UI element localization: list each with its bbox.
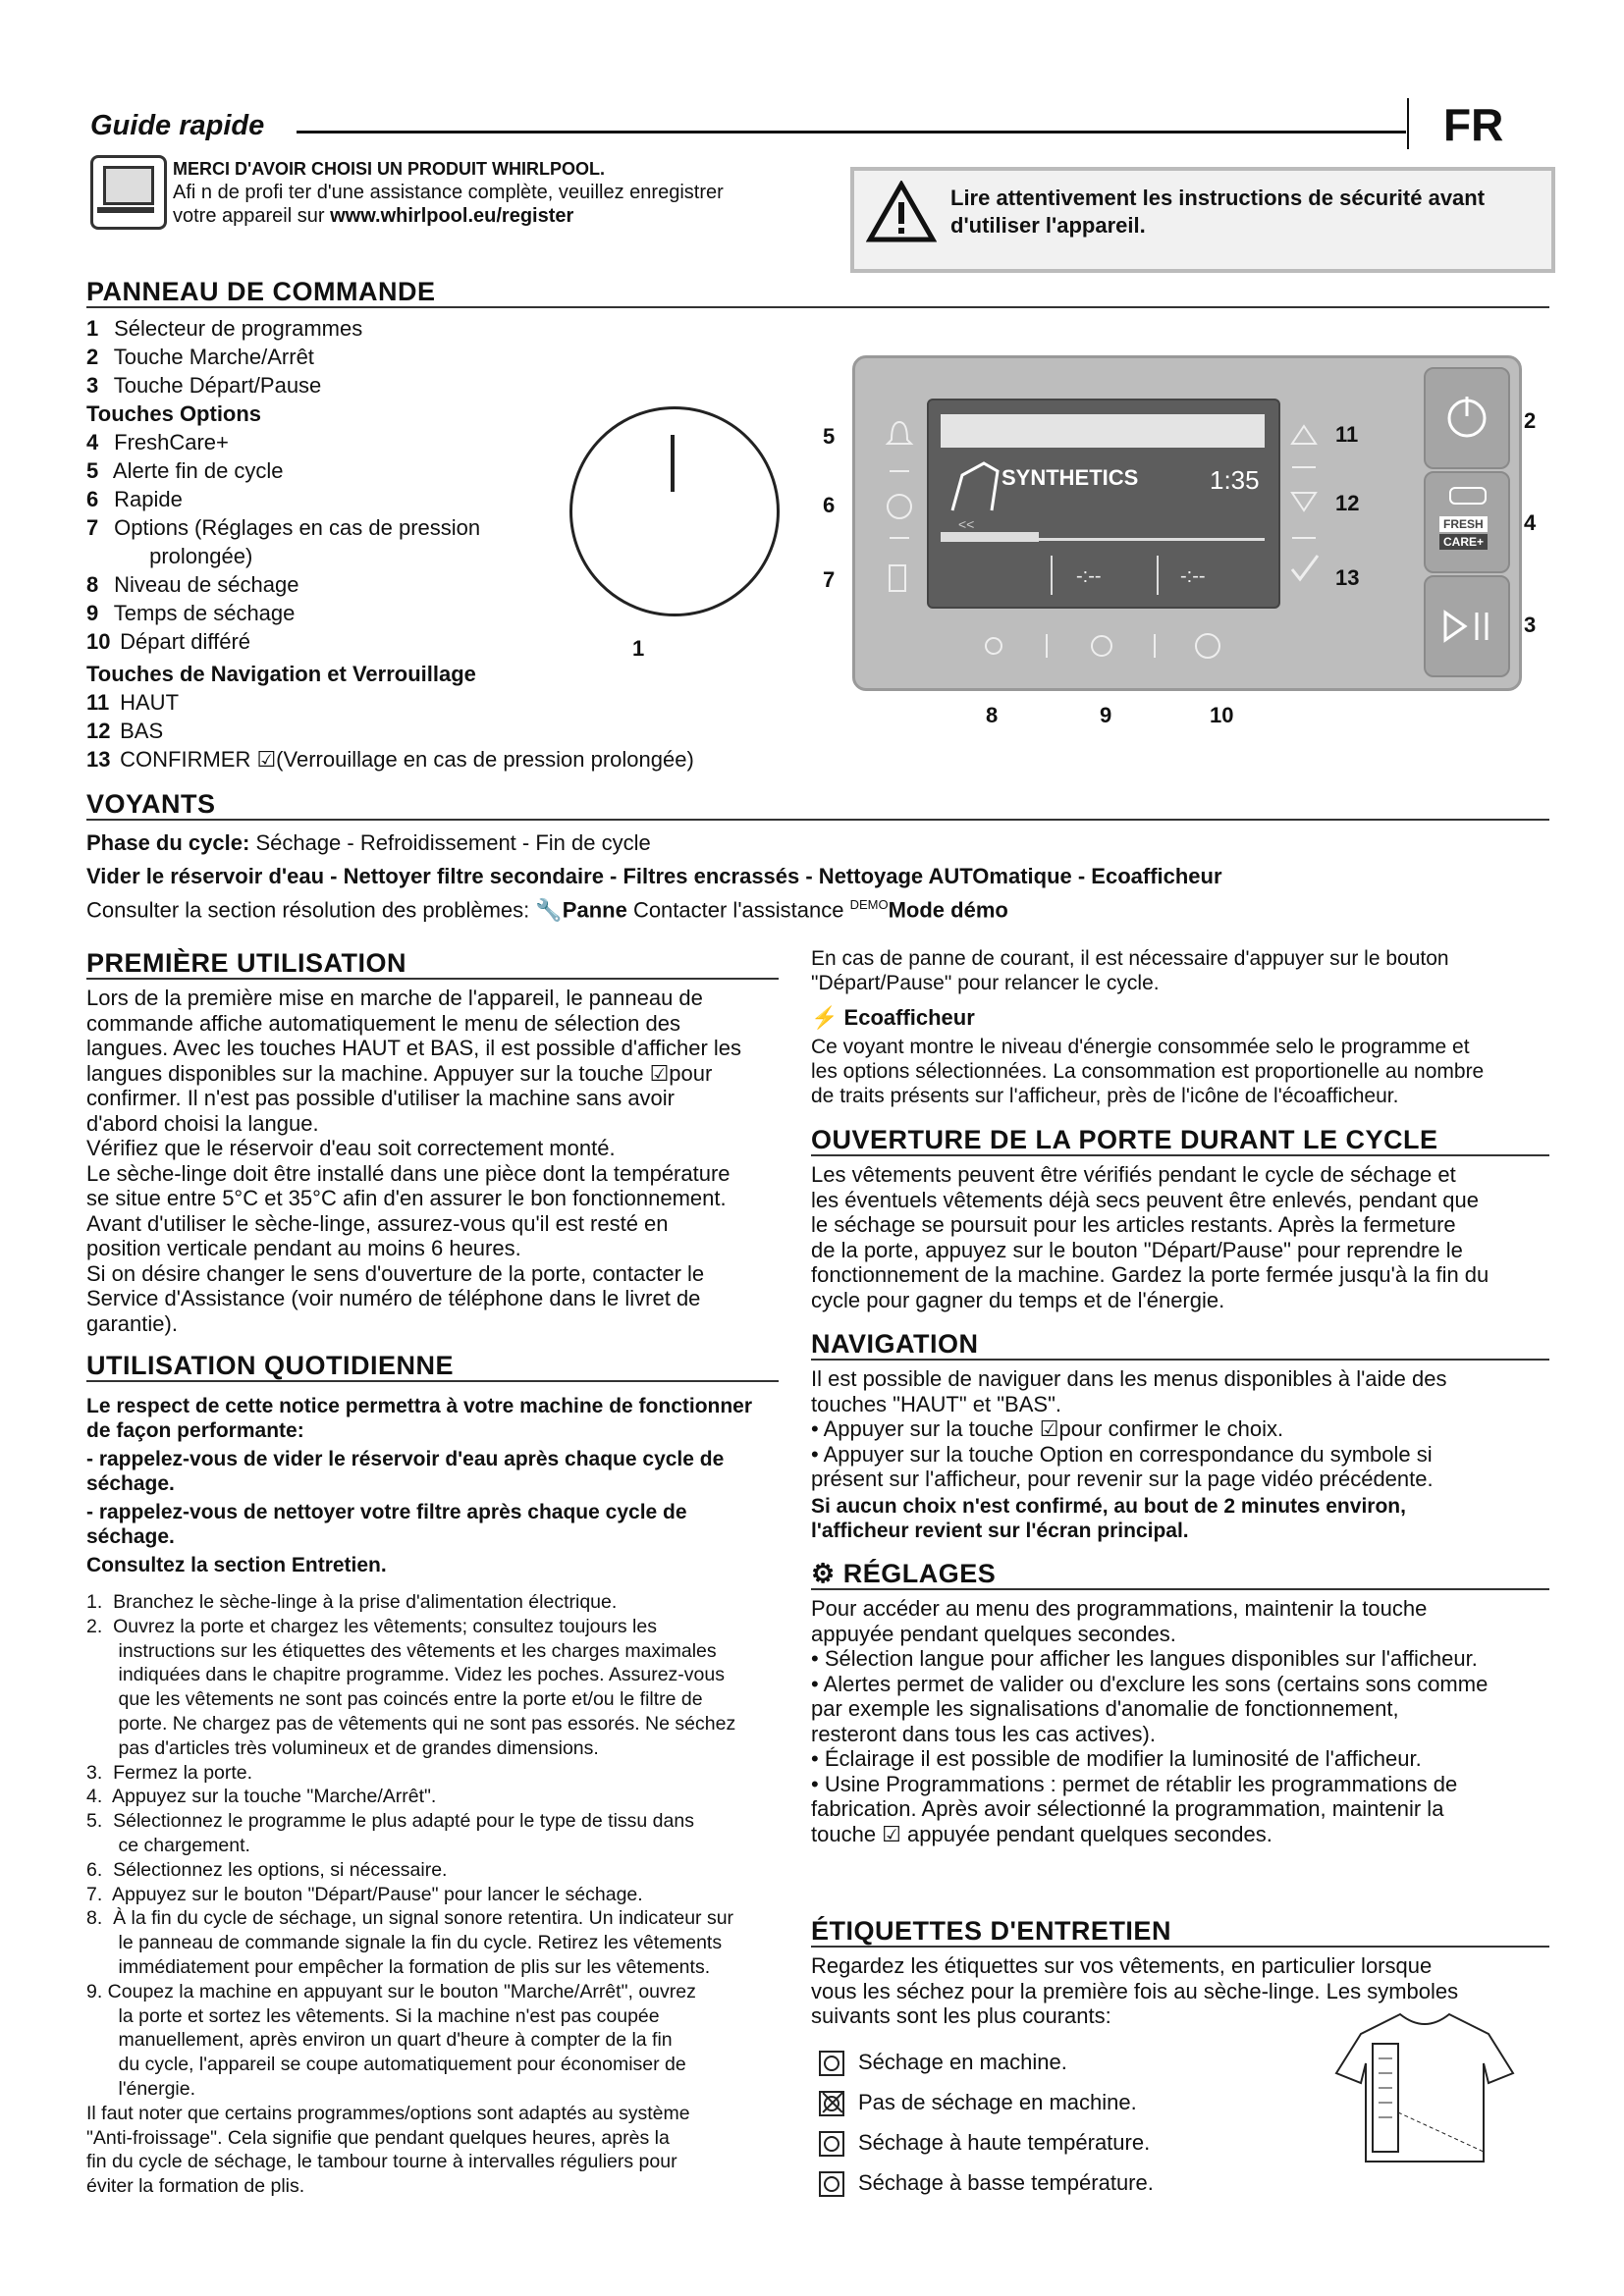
freshcare-label2: CARE+ xyxy=(1439,534,1488,550)
label-8: 8 xyxy=(986,703,999,727)
item-number: 13 xyxy=(86,747,111,772)
tumble-dry-icon xyxy=(819,2051,844,2076)
quotidienne-bold4: Consultez la section Entretien. xyxy=(86,1554,387,1576)
reglages-rule xyxy=(811,1588,1549,1590)
program-selector-knob[interactable] xyxy=(569,406,780,616)
text-line: Il faut noter que certains programmes/options sont adaptés au système xyxy=(86,2102,690,2124)
quotidienne-bold2: - rappelez-vous de vider le réservoir d'eau après chaque cycle de séchage. xyxy=(86,1448,725,1495)
item-text: Touche Marche/Arrêt xyxy=(113,345,314,369)
text-line: 5. Sélectionnez le programme le plus adapté pour le type de tissu dans xyxy=(86,1810,694,1833)
assistance-text: Contacter l'assistance xyxy=(632,897,844,923)
panneau-rule xyxy=(86,306,1549,308)
text-line: de la porte, appuyez sur le bouton "Départ/Pause" pour reprendre le xyxy=(811,1237,1463,1262)
care-text: Séchage à basse température. xyxy=(858,2170,1154,2195)
text-line: les éventuels vêtements déjà secs peuvent être enlevés, pendant que xyxy=(811,1187,1480,1212)
text-line: que les vêtements ne sont pas coincés entre la porte et/ou le filtre de xyxy=(86,1688,703,1711)
display-program: SYNTHETICS xyxy=(1001,465,1139,490)
care-text: Séchage en machine. xyxy=(858,2050,1067,2074)
text-line: fabrication. Après avoir sélectionné la programmation, maintenir la xyxy=(811,1796,1444,1821)
header-title: Guide rapide xyxy=(90,110,265,141)
care-text: Séchage à haute température. xyxy=(858,2130,1151,2155)
eco-heading xyxy=(811,1005,975,1031)
text-line: l'énergie. xyxy=(86,2077,196,2100)
item-text: Touche Départ/Pause xyxy=(113,373,322,398)
text-line: Lors de la première mise en marche de l'appareil, le panneau de xyxy=(86,986,703,1010)
text-line: • Appuyer sur la touche Option en correspondance du symbole si xyxy=(811,1441,1433,1467)
eco-body xyxy=(811,1035,1557,1108)
text-line: resteront dans tous les cas actives). xyxy=(811,1721,1156,1746)
text-line: par exemple les signalisations d'anomalie de fonctionnement, xyxy=(811,1696,1399,1721)
text-line: • Éclairage il est possible de modifier la luminosité de l'afficheur. xyxy=(811,1746,1422,1771)
display-dash1: -:-- xyxy=(1076,565,1102,587)
porte-rule xyxy=(811,1154,1549,1156)
text-line: le panneau de commande signale la fin du cycle. Retirez les vêtements xyxy=(86,1932,723,1954)
bottom-option-icons[interactable] xyxy=(972,626,1237,666)
item-text: Rapide xyxy=(114,487,183,511)
voyants-rule xyxy=(86,819,1549,821)
text-line: • Sélection langue pour afficher les langues disponibles sur l'afficheur. xyxy=(811,1646,1478,1671)
text-line: pas d'articles très volumineux et de grandes dimensions. xyxy=(86,1736,599,1759)
list-item xyxy=(86,371,774,400)
item-number: 12 xyxy=(86,719,111,743)
trouble-prefix: Consulter la section résolution des problèmes: xyxy=(86,897,530,923)
thanks-text: MERCI D'AVOIR CHOISI UN PRODUIT WHIRLPOOL. xyxy=(173,159,605,179)
demo-tag: DEMO xyxy=(849,897,889,912)
care-item xyxy=(819,2163,1154,2203)
navigation-bold: Si aucun choix n'est confirmé, au bout de 2 minutes environ, l'afficheur revient sur l'écran principal. xyxy=(811,1495,1406,1542)
warning-icon xyxy=(866,181,937,243)
item-number: 4 xyxy=(86,430,99,454)
text-line: manuellement, après environ un quart d'heure à compter de la fin xyxy=(86,2029,673,2052)
display-dash2: -:-- xyxy=(1180,565,1206,587)
label-13: 13 xyxy=(1335,565,1360,590)
label-11: 11 xyxy=(1335,422,1359,447)
safety-warning-text: Lire attentivement les instructions de sécurité avant d'utiliser l'appareil. xyxy=(950,186,1486,238)
item-number: 3 xyxy=(86,373,99,398)
text-line: 7. Appuyez sur le bouton "Départ/Pause" pour lancer le séchage. xyxy=(86,1883,643,1905)
text-line: touches "HAUT" et "BAS". xyxy=(811,1391,1061,1416)
item-number: 7 xyxy=(86,515,99,540)
item-text: Temps de séchage xyxy=(113,601,296,625)
panne-label: Panne xyxy=(562,897,627,923)
options-heading: Touches Options xyxy=(86,401,262,426)
navigation-rule xyxy=(811,1359,1549,1361)
label-5: 5 xyxy=(823,424,836,449)
item-number: 6 xyxy=(86,487,99,511)
eco-icon: ⚡ xyxy=(811,1005,839,1030)
text-line: ce chargement. xyxy=(86,1834,250,1856)
text-line: Avant d'utiliser le sèche-linge, assurez-vous qu'il est resté en xyxy=(86,1210,669,1236)
tshirt-label-illustration xyxy=(1322,2004,1528,2171)
item-text: Niveau de séchage xyxy=(114,572,299,597)
text-line: • Alertes permet de valider ou d'exclure les sons (certains sons comme xyxy=(811,1671,1489,1696)
premiere-title: PREMIÈRE UTILISATION xyxy=(86,948,407,978)
panneau-title: PANNEAU DE COMMANDE xyxy=(86,277,436,306)
demo-label: Mode démo xyxy=(888,897,1008,923)
item-number: 9 xyxy=(86,601,99,625)
reglages-title: RÉGLAGES xyxy=(842,1559,997,1588)
text-line: Service d'Assistance (voir numéro de téléphone dans le livret de xyxy=(86,1286,701,1310)
text-line: fonctionnement de la machine. Gardez la porte fermée jusqu'à la fin du xyxy=(811,1262,1489,1287)
quotidienne-bold xyxy=(86,1394,774,1577)
porte-title: OUVERTURE DE LA PORTE DURANT LE CYCLE xyxy=(811,1125,1438,1154)
porte-body xyxy=(811,1162,1557,1312)
voyants-title: VOYANTS xyxy=(86,789,216,819)
phase-items: Séchage - Refroidissement - Fin de cycle xyxy=(255,830,651,855)
list-item xyxy=(86,745,774,774)
text-line: confirmer. Il n'est pas possible d'utiliser la machine sans avoir xyxy=(86,1086,676,1110)
display-time: 1:35 xyxy=(1210,465,1260,495)
text-line: d'abord choisi la langue. xyxy=(86,1110,319,1136)
text-line: commande affiche automatiquement le menu de sélection des xyxy=(86,1010,680,1036)
label-10: 10 xyxy=(1210,703,1234,727)
text-line: langues. Avec les touches HAUT et BAS, il est possible d'afficher les xyxy=(86,1036,742,1060)
tshirt-icon xyxy=(945,457,1003,516)
text-line: 9. Coupez la machine en appuyant sur le bouton "Marche/Arrêt", ouvrez xyxy=(86,1980,696,2002)
text-line: fin du cycle de séchage, le tambour tourne à intervalles réguliers pour xyxy=(86,2151,677,2173)
text-line: position verticale pendant au moins 6 heures. xyxy=(86,1236,521,1260)
label-12: 12 xyxy=(1335,491,1360,515)
list-item xyxy=(86,343,774,371)
text-line: se situe entre 5°C et 35°C afin d'en assurer le bon fonctionnement. xyxy=(86,1186,727,1210)
item-number: 1 xyxy=(86,316,99,341)
quotidienne-steps xyxy=(86,1590,793,2199)
tumble-dry-low-icon xyxy=(819,2171,844,2197)
no-tumble-dry-icon xyxy=(819,2091,844,2116)
text-line: instructions sur les étiquettes des vêtements et les charges maximales xyxy=(86,1639,717,1662)
text-line: 6. Sélectionnez les options, si nécessaire. xyxy=(86,1858,448,1881)
nav-heading: Touches de Navigation et Verrouillage xyxy=(86,662,476,686)
navigation-title: NAVIGATION xyxy=(811,1329,979,1359)
text-line: appuyée pendant quelques secondes. xyxy=(811,1621,1176,1646)
text-line: Ce voyant montre le niveau d'énergie consommée selo le programme et xyxy=(811,1036,1470,1058)
list-item xyxy=(86,717,774,745)
label-3: 3 xyxy=(1524,613,1537,637)
trouble-line xyxy=(86,897,1008,923)
label-7: 7 xyxy=(823,567,836,592)
text-line: En cas de panne de courant, il est nécessaire d'appuyer sur le bouton xyxy=(811,947,1449,970)
text-line: touche ☑ appuyée pendant quelques secondes. xyxy=(811,1821,1272,1846)
start-pause-button[interactable] xyxy=(1424,575,1510,677)
header-rule xyxy=(297,131,1406,133)
text-line: Les vêtements peuvent être vérifiés pendant le cycle de séchage et xyxy=(811,1162,1456,1187)
wrench-icon: 🔧 xyxy=(535,897,563,923)
etiquettes-rule xyxy=(811,1946,1549,1948)
item-number: 10 xyxy=(86,629,111,654)
text-line: la porte et sortez les vêtements. Si la machine n'est pas coupée xyxy=(86,2004,660,2027)
display-screen xyxy=(927,399,1280,609)
text-line: de traits présents sur l'afficheur, près de l'icône de l'écoafficheur. xyxy=(811,1085,1399,1107)
text-line: garantie). xyxy=(86,1310,178,1336)
care-text: Pas de séchage en machine. xyxy=(858,2090,1137,2114)
text-line: Vérifiez que le réservoir d'eau soit correctement monté. xyxy=(86,1136,616,1160)
item-text: prolongée) xyxy=(149,544,253,568)
text-line: les options sélectionnées. La consommation est proportionelle au nombre xyxy=(811,1060,1485,1083)
text-line: présent sur l'afficheur, pour revenir sur la page vidéo précédente. xyxy=(811,1467,1434,1491)
freshcare-label: FRESH xyxy=(1439,516,1488,532)
item-number: 8 xyxy=(86,572,99,597)
option-icons-left[interactable] xyxy=(880,412,919,628)
item-text: Alerte fin de cycle xyxy=(112,458,284,483)
text-line: du cycle, l'appareil se coupe automatiquement pour économiser de xyxy=(86,2054,686,2076)
text-line: Regardez les étiquettes sur vos vêtements, en particulier lorsque xyxy=(811,1953,1433,1978)
register-text xyxy=(173,157,811,228)
item-text: Sélecteur de programmes xyxy=(114,316,363,341)
item-text: HAUT xyxy=(120,690,180,715)
reglages-body xyxy=(811,1596,1557,1846)
item-number: 11 xyxy=(86,690,110,715)
register-line1: Afi n de profi ter d'une assistance complète, veuillez enregistrer xyxy=(173,182,724,203)
register-url[interactable]: www.whirlpool.eu/register xyxy=(330,205,574,227)
care-item xyxy=(819,2122,1154,2163)
text-line: cycle pour gagner du temps et de l'énergie. xyxy=(811,1287,1225,1312)
label-4: 4 xyxy=(1524,510,1537,535)
text-line: le séchage se poursuit pour les articles restants. Après la fermeture xyxy=(811,1212,1456,1237)
phase-label: Phase du cycle: xyxy=(86,830,250,855)
power-icon xyxy=(1426,369,1508,467)
language-code: FR xyxy=(1443,99,1504,150)
list-item xyxy=(86,314,774,343)
list-item xyxy=(86,627,774,656)
text-line: immédiatement pour empêcher la formation de plis sur les vêtements. xyxy=(86,1955,711,1978)
text-line: "Anti-froissage". Cela signifie que pendant quelques heures, après la xyxy=(86,2126,670,2149)
text-line: éviter la formation de plis. xyxy=(86,2175,305,2198)
eco-title: Ecoafficheur xyxy=(843,1005,975,1030)
label-6: 6 xyxy=(823,493,836,517)
power-button[interactable] xyxy=(1424,367,1510,469)
quotidienne-bold1: Le respect de cette notice permettra à votre machine de fonctionner de façon performante: xyxy=(86,1395,753,1442)
nav-icons[interactable] xyxy=(1284,412,1324,609)
computer-icon xyxy=(90,155,167,230)
text-line: vous les séchez pour la première fois au sèche-linge. Les symboles xyxy=(811,1978,1459,2003)
text-line: 1. Branchez le sèche-linge à la prise d'alimentation électrique. xyxy=(86,1591,618,1613)
text-line: • Appuyer sur la touche ☑pour confirmer le choix. xyxy=(811,1416,1284,1441)
label-1: 1 xyxy=(632,636,645,661)
item-text: Options (Réglages en cas de pression xyxy=(114,515,481,540)
panne-courant-text xyxy=(811,946,1557,995)
reglages-heading xyxy=(811,1559,996,1589)
play-pause-icon xyxy=(1426,577,1508,675)
item-text: FreshCare+ xyxy=(114,430,229,454)
label-9: 9 xyxy=(1100,703,1112,727)
text-line: 8. À la fin du cycle de séchage, un signal sonore retentira. Un indicateur sur xyxy=(86,1907,734,1930)
quotidienne-title: UTILISATION QUOTIDIENNE xyxy=(86,1351,454,1380)
etiquettes-title: ÉTIQUETTES D'ENTRETIEN xyxy=(811,1916,1171,1946)
text-line: porte. Ne chargez pas de vêtements qui ne sont pas essorés. Ne séchez xyxy=(86,1712,736,1735)
care-item xyxy=(819,2082,1154,2122)
item-number: 2 xyxy=(86,345,99,369)
text-line: • Usine Programmations : permet de rétablir les programmations de xyxy=(811,1771,1458,1796)
text-line: Si on désire changer le sens d'ouverture de la porte, contacter le xyxy=(86,1260,705,1286)
quotidienne-rule xyxy=(86,1380,779,1382)
text-line: "Départ/Pause" pour relancer le cycle. xyxy=(811,972,1160,994)
item-number: 5 xyxy=(86,458,99,483)
text-line: Pour accéder au menu des programmations, maintenir la touche xyxy=(811,1596,1428,1621)
care-symbols-list xyxy=(819,2042,1154,2203)
tumble-dry-high-icon xyxy=(819,2131,844,2157)
navigation-body xyxy=(811,1366,1557,1492)
phase-line xyxy=(86,830,651,856)
text-line: langues disponibles sur la machine. Appuyer sur la touche ☑pour xyxy=(86,1060,713,1086)
premiere-rule xyxy=(86,978,779,980)
display-arrows: << xyxy=(958,516,975,532)
text-line: Le sèche-linge doit être installé dans une pièce dont la température xyxy=(86,1160,731,1186)
register-line2: votre appareil sur xyxy=(173,205,325,227)
label-2: 2 xyxy=(1524,408,1537,433)
text-line: 4. Appuyez sur la touche "Marche/Arrêt". xyxy=(86,1786,437,1808)
item-text: Départ différé xyxy=(120,629,251,654)
freshcare-button[interactable] xyxy=(1424,471,1510,573)
header-divider xyxy=(1407,98,1409,149)
gear-icon: ⚙ xyxy=(811,1559,836,1588)
text-line: 3. Fermez la porte. xyxy=(86,1761,253,1784)
text-line: suivants sont les plus courants: xyxy=(811,2003,1111,2028)
text-line: 2. Ouvrez la porte et chargez les vêtements; consultez toujours les xyxy=(86,1615,657,1637)
item-text: BAS xyxy=(120,719,164,743)
indicators-line: Vider le réservoir d'eau - Nettoyer filtre secondaire - Filtres encrassés - Nettoyage AUTOmatique - Ecoafficheur xyxy=(86,864,1222,888)
text-line: Il est possible de naviguer dans les menus disponibles à l'aide des xyxy=(811,1366,1447,1391)
quotidienne-bold3: - rappelez-vous de nettoyer votre filtre après chaque cycle de séchage. xyxy=(86,1501,687,1548)
item-text: CONFIRMER ☑(Verrouillage en cas de pression prolongée) xyxy=(120,747,694,772)
premiere-body xyxy=(86,986,784,1336)
care-item xyxy=(819,2042,1154,2082)
list-item xyxy=(86,688,774,717)
text-line: indiquées dans le chapitre programme. Videz les poches. Assurez-vous xyxy=(86,1664,725,1686)
